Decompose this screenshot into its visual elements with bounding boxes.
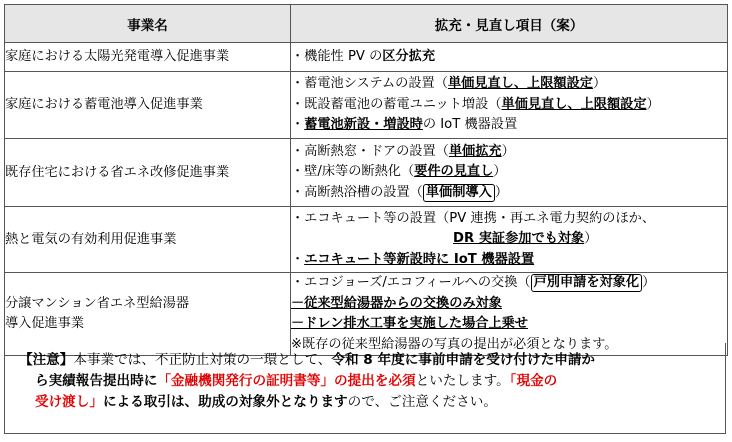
revision-items [291, 43, 728, 72]
revision-item: ※既存の従来型給湯器の写真の提出が必須となります。 [291, 336, 618, 352]
revision-item: ・蓄電池システムの設置（単価見直し、上限額設定） [291, 76, 607, 92]
table-row [5, 207, 728, 273]
program-name: 家庭における蓄電池導入促進事業 [5, 72, 291, 139]
revision-items [291, 207, 728, 273]
notice-line: 【注意】本事業では、不正防止対策の一環として、令和 8 年度に事前申請を受け付けた申請か [19, 352, 596, 368]
notice-line: 受け渡し」による取引は、助成の対象外となりますので、ご注意ください。 [35, 394, 497, 410]
revision-item: ・高断熱浴槽の設置（ 単価制導入 ） [291, 184, 508, 200]
revision-item: －従来型給湯器からの交換のみ対象 [291, 295, 502, 311]
table-row [5, 72, 728, 139]
program-name: 既存住宅における省エネ改修促進事業 [5, 139, 291, 207]
program-name: 熱と電気の有効利用促進事業 [5, 207, 291, 273]
header-program-name: 事業名 [5, 5, 291, 43]
table-row [5, 139, 728, 207]
revision-item: ・エコキュート等新設時に IoT 機器設置 [291, 251, 535, 267]
revision-item: ・既設蓄電池の蓄電ユニット増設（単価見直し、上限額設定） [291, 96, 660, 112]
revision-item: ・機能性 PV の区分拡充 [291, 48, 436, 64]
notice-box [4, 343, 726, 434]
notice-line: ら実績報告提出時に「金融機関発行の証明書等」の提出を必須といたします。「現金の [35, 373, 558, 389]
revision-item: ・蓄電池新設・増設時の IoT 機器設置 [291, 117, 518, 133]
revision-item: ・エコジョーズ/エコフィールへの交換（ 戸別申請を対象化 ） [291, 275, 656, 290]
table-row [5, 43, 728, 72]
header-revision-items: 拡充・見直し項目（案） [291, 5, 728, 43]
table-header [5, 5, 728, 43]
revision-item: ・壁/床等の断熱化（要件の見直し） [291, 164, 507, 180]
revision-items [291, 139, 728, 207]
revision-item: DR 実証参加でも対象） [453, 231, 598, 247]
revision-item: －ドレン排水工事を実施した場合上乗せ [291, 316, 529, 331]
document [4, 4, 728, 436]
revision-item: ・エコキュート等の設置（PV 連携・再エネ電力契約のほか、 [291, 210, 656, 226]
revision-item: ・高断熱窓・ドアの設置（単価拡充） [291, 143, 515, 159]
program-table [4, 4, 728, 356]
program-name: 家庭における太陽光発電導入促進事業 [5, 43, 291, 72]
notice-label: 【注意】 [19, 352, 74, 368]
revision-items [291, 72, 728, 139]
program-name: 分譲マンション省エネ型給湯器 導入促進事業 [5, 273, 291, 356]
